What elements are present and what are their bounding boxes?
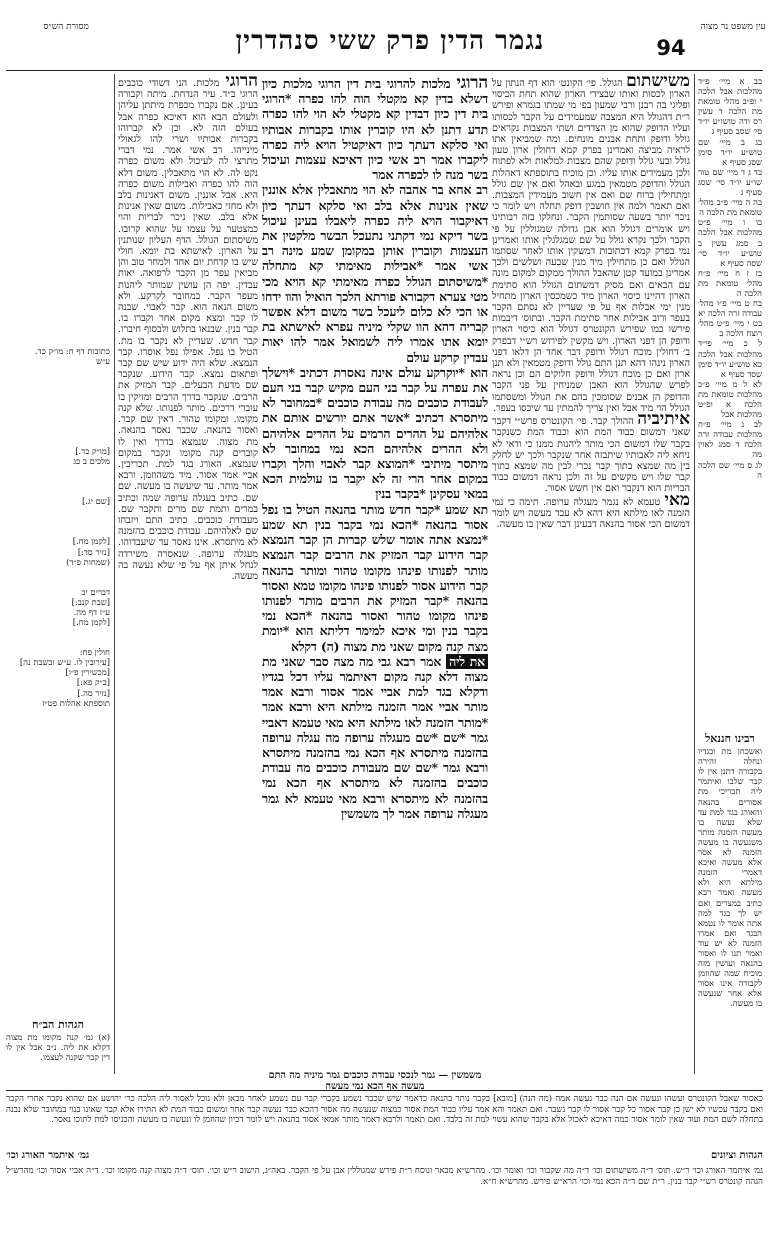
tosafot-opening-word: משישתום	[626, 71, 690, 91]
page-number: 94	[656, 36, 686, 60]
mesoret-entry: מלכים ב כג	[73, 456, 110, 467]
gemara-paragraph: רב אחא בר אהבה לא הוי מתאבלין אלא אוננין שאין אנינות אלא בלב ואי סלקא דעתך כיון דאיקבור הויא ליה כפרה ליאבלו בעינן עיכול בשר דיקא נמי דקתני נתעכל הבשר מלקטין את העצמות וקוברין אותן במקומן שמע מינה רב אשי אמר *אבילות מאימתי קא מתחלה *משיסתום הגולל כפרה מאימתי קא הויא מכי מטי צערא דקבורא פורתא הלכך הואיל והוו ידחו או הכי לא כלום ליעכל בשר משום דלא אפשר קבריה דהא הוו שקלי מיניה עפרא לאישתא בת יומא אתו אמרו ליה לשמואל אמר להו יאות עבדין קרקע עולם	[262, 182, 488, 365]
tosafot-column	[492, 71, 690, 1146]
ein-mishpat-label: עין משפט נר מצוה	[700, 22, 766, 32]
tosafot-paragraph	[492, 489, 690, 531]
page-title: נגמר הדין פרק ששי סנהדרין	[235, 26, 545, 56]
tosafot-text-2: טעמא לא נגמר מעגלה ערופה. תימה כי נמי הזמנה לאו מילתא היא דהא לא עבד מעשה ויש לומר דמשום הכי אסור בהנאה דבעינן דבר שאין בו מעשה.	[492, 496, 690, 530]
bottom-labels-row	[6, 1150, 763, 1162]
mesoret-entry: [מכשירין פ״ו]	[65, 667, 110, 678]
mesoret-entry: [מו״ק כד.]	[75, 446, 110, 457]
mesoret-entry: דברים יב	[81, 586, 110, 597]
ein-mishpat-column	[698, 76, 762, 716]
mesoret-entry: [שם יג.]	[82, 496, 110, 507]
ein-mishpat-entry: בד ג ד מיי׳ שם טור שו״ע יו״ד סי׳ שסג סעיף ג	[698, 166, 762, 198]
ein-mishpat-entry: בח ט מיי׳ פ״ו מהל׳ עבודה זרה הלכה יא	[698, 298, 762, 319]
gemara-paragraph: הוא *יוקרקע עולם אינה נאסרת דכתיב *וישלך את עפרה על קבר בני העם מקיש קבר בני העם לעבודת כוכבים מה עבודת כוכבים *במחובר לא מיתסרא דכתיב *אשר אתם יורשים אותם את אלהיהם על ההרים הרמים על ההרים אלהיהם ולא ההרים אלהיהם הכא נמי במחובר לא מיתסר מיתיבי *המוצא קבר לאבוי והלך וקברו במקום אחר הרי זה לא יקבר בו עולמית הכא במאי עסקינן *בקבר בנין	[262, 364, 488, 502]
mesoret-entry: [נזיר סד:]	[77, 546, 110, 557]
tosafot-paragraph	[492, 409, 690, 495]
mesoret-hashas-header	[6, 22, 126, 33]
footnote-rule	[6, 1090, 763, 1091]
gemara-column	[262, 73, 488, 1066]
mesoret-entry: ע״ז דף מה.	[73, 606, 110, 617]
divider-mesoret	[114, 74, 115, 1074]
ein-mishpat-entry: בט י מיי׳ פ״ט מהל׳ רוצח הלכה ב	[698, 318, 762, 339]
gemara-bottom-line: משמשין — גמר לנכסי עבודת כוכבים גמר מיניה מה התם מעשה אף הכא נמי מעשה	[268, 1070, 482, 1093]
mesoret-entry: [שבת קנב:]	[71, 596, 110, 607]
mesoret-entry: כתובות דף ח: מו״ק כד.	[35, 346, 110, 356]
gemara-text: אמר רבא גבי מה מצה סבר שאני מת מצוה דלא קנה מקום דאיתמר עליו דכל בגדיו ודקלא בגד למת אביי אמר אסור ורבא אמר מותר אביי אמר הזמנה מילתא היא ורבא אמר *מותר הזמנה לאו מילתא היא מאי טעמא דאביי גמר *שם *שם מעגלה ערופה מה עגלה ערופה בהזמנה מיתסרא אף הכא נמי בהזמנה מיתסרא ורבא גמר *שם שם מעבודת כוכבים מה עבודת כוכבים בהזמנה לא מיתסרא אף הכא נמי בהזמנה לא מיתסרא ורבא מאי טעמא לא גמר מעגלה ערופה אמר לך משמשין	[262, 653, 488, 821]
hagahot-label: הגהות וציונים	[710, 1150, 763, 1161]
rabbeinu-chananel-column	[698, 730, 762, 1140]
hagahot-ve-tziyunim-text: גמ׳ איתמר האורג וכו׳ ר״ש. תוס׳ ד״ה משישתום וכו׳ ד״ה מה שקבור וכו׳ ואומר וכו׳. מהרש״א מבאר ונוסח ר״ת פירש שמגוללין אבן על פי הקבר. באה״ג, הישוב ר״ש וכו׳. תוס׳ ד״ה מצוה קנה מקומו וכו׳. ד״ה אביי אסור וכו׳ מהרש״ל הגהה קונטרס רש״י קבר בנין. ר״ת שם ד״ה הכא נמי וכו׳ הרא״ש פירש. מהרש״א ח״א.	[6, 1166, 763, 1187]
ein-mishpat-entry: בה ה מיי׳ פ״ב מהל׳ טומאת מת הלכה ה	[698, 197, 762, 218]
ein-mishpat-entry: בו ו מיי׳ פ״ט מהלכות אבל הלכה ב סמג עשין ב טוש״ע יו״ד סי׳ שסה סעיף א	[698, 217, 762, 268]
mesoret-hashas-label: מסורת הש״ס	[43, 22, 89, 32]
gemara-text: מלכות להרוגי בית דין הרוגי מלכות כיון דשלא בדין קא מקטלי הוה להו כפרה *הרוגי בית דין כיון דבדין קא מקטלי לא הוי להו כפרה תדע דתנן לא היו קוברין אותו בקברות אבותיו ואי סלקא דעתך כיון דאיקטיל הויא ליה כפרה ליקברו אמר רב אשי כיון דאיכא עצמות ועיכול בשר מנה לו לכפרה אמר	[262, 76, 488, 183]
hagahot-habach-text: (א) גמ׳ קנה מקומו מת מצוה דקלא את ליה. נ״ב אבל אין לו דין קבר שקנה לעצמו.	[6, 1032, 110, 1063]
ein-mishpat-entry: בג ב מיי׳ שם טוש״ע יו״ד סימן שסג סעיף א	[698, 136, 762, 167]
hagahot-habach-column	[6, 1016, 110, 1076]
mesoret-entry: [לקמן מח.]	[72, 536, 110, 547]
ein-mishpat-entry: בז ז ח מיי׳ פ״ח מהל׳ טומאת מת הלכה ה	[698, 267, 762, 298]
tosafot-word-2: מאי	[664, 489, 690, 510]
gemara-paragraph	[262, 654, 488, 821]
mesoret-entry: ע״ש	[96, 356, 110, 367]
ein-mishpat-entry: לג ס מיי׳ שם הלכה ה	[698, 459, 762, 480]
gemara-opening-word: הרוגי	[456, 73, 488, 93]
mesoret-column	[6, 76, 110, 776]
gemara-paragraph: תא שמע *קבר חדש מותר בהנאה הטיל בו נפל אסור בהנאה *הכא נמי בקבר בנין תא שמע *נמצא אתה אומר שלש קברות הן קבר הנמצא קבר הידוע קבר המזיק את הרבים קבר הנמצא מותר לפנותו פינהו מקומו טהור ומותר בהנאה קבר הידוע אסור לפנותו פינהו מקומו טמא ואסור בהנאה *קבר המזיק את הרבים מותר לפנותו פינהו מקומו טהור ואסור בהנאה *הכא נמי בקבר בנין ומי איכא למימר דליתא הוא *יומת מצה קנה מקום שאני מת מצוה (ה) דקלא	[262, 501, 488, 654]
ein-mishpat-entry: בב א מיי׳ פ״ד מהלכות אבל הלכה י ופ״ב מהל׳ טומאת מת הלכה ד עשין רס ודה טושו״ע יו״ד סי׳ שסב סעיף ג	[698, 76, 762, 137]
bottom-left-label: גמ׳ איתמר האורג וכו׳	[6, 1150, 90, 1161]
tosafot-section-word: איתיביה	[637, 409, 690, 430]
ein-mishpat-entry: ל כ מיי׳ פי״ד מהלכות אבל הלכה כא טוש״ע יו״ד סימן שסד סעיף א	[698, 338, 762, 379]
mesoret-entry: [לקמן מח.]	[72, 617, 110, 628]
boxed-word: את ליה	[446, 654, 488, 669]
rashi-paragraph	[118, 71, 258, 582]
ein-mishpat-entry: לא ל מ מיי׳ פ״ב מהלכות טומאת מת הלכה א ופ״ט מהלכות אבל	[698, 378, 762, 420]
mesoret-entry: [נזיר סה.]	[77, 687, 110, 698]
rashi-opening-word: הרוגי	[225, 71, 258, 91]
hagahot-habach-title: הגהות הב״ח	[32, 1018, 84, 1031]
tosafot-section-text: ההולך קבר. פי׳ הקונטרס פרש״י דקבר שאני דמשום כבוד המת הוא וכבוד המת כשנקבר בקבר שלו דמשום הכי מותר ליהנות ממנו כי ודאי לא ניחא ליה לאבותיו שיתבזה אחר שנקבר ולכך יש לחלק בין מה שמצא בתוך קבר נכרי לבין מה שמצא בתוך קבר שלו ויש מקשים על זה ולכן נראה דמשום כבוד הבריות הוא דנקבר ואם אין חשש אסור.	[492, 416, 690, 495]
rabbeinu-chananel-title: רבינו חננאל	[705, 732, 755, 745]
mesoret-entry: תוספתא אהלות פט״ז	[42, 697, 110, 708]
divider-ein-mishpat	[694, 74, 695, 1074]
mesoret-entry: (שמחות פ״ד)	[66, 556, 110, 567]
ein-mishpat-header	[700, 22, 766, 33]
rabbeinu-chananel-text: ואשכחן מת ובגדיו ונחלה זהירה בקבורה דתנן אין לו קבר שלבו ואיתמר ליה תכריכי מת אסורים בהנאה והאורג בגד למת עד שלא נעשה בו מעשה הזמנה מותר משנעשה בו מעשה הזמנה לא אסר אלא מעשה ואיכא דאמרי הזמנה מילתא היא ולא מעשה ואמר רבא כתיב במצרים ואם יש לך בגד למה אתה אומר לו נטמא הבגד ואם אמרו הזמנה לא יש עוד ואמר תנו לו ואסור בהנאה ועושין מזה מוכיח שמה שהוזמן לקבורה אינו אסור אלא אחר שנעשה בו מעשה.	[698, 746, 762, 1009]
tosafot-text: הגולל. פי׳ הקונט׳ הוא דף הנתון על הארון לכסות ואותו שבצידי הארון שהוא תחת הכיסוי ופליגי בה רבנן ורבי שמעון בפ׳ מי שמתו בגמרא ופירש ר״ת דהגולל היא המצבה שמעמידים על הקבר לכסותו ועליו הדופק שהוא מן הצדדים ושתי המצבות נקראים גולל ודופק ותחת אבנים מונחים. ומה שמביאין אתו לראיה מביצה ואמרינן בפרק קמא דחולין ארון טעון גולל ובעי גולל ודופק שהם מצבות למלאות ולא לפתוח ולכן מעמידים אותו עליו. וכן מוכיח בתוספתא דאהלות הגולל והדופק מטמאין במגע ובאהל ואם אין שם גולל ומתחילין ברוח שם ואם אין חשוב מעמידין המצבות. ואם תאמר ולמה אין חושבין דופק תחלה ויש לומר כי ניכר יותר בשעה שסותמין הקבר. ונחלקו בזה רבותינו ויש אומרים דגולל הוא אבן גדולה שמגוללין על פי הקבר ולכך נקרא גולל על שם שמגלגלין אותו ואמרינן נמי בפרק קמא דכתובות דמשקין אותו לאחר שסתמו הגולל ואם כן מתחילין מיד מנין שבעה ושלשים ולכך אמרינן במועד קטן שהאבל ההולך ממקום למקום מונה עם הבאים ואם מסיק דמשתום הגולל הוא סתימת הארון דהיינו כיסוי הארון מיד כשמכסין הארון מתחיל מנין ימי אבלות אף על פי שעדיין לא נסתם הקבר בעפר ורוב אבילות אחר סתימת הקבר. ובתוס׳ דיבמות פירשו כמו שפירש הקונטרס דגולל הוא כיסוי הארון ודופק הן דפני הארון. ויש מקשין לפירוש רש״י דבפרק ב׳ דחולין מוכח דגולל ודופק דבר אחד הן דלאו דפני הארון נינהו דהא תנן התם גולל ודופק מטמאין ולא תנן ארון ואם כן מוכח דגולל ודופק חלוקים הם וכן נראה לפרש שהגולל הוא האבן שמניחין על פני הקבר והדופק הן אבנים שסומכין בהם את הגולל ומשסתמו הגולל הוי מיד אבל ואין צריך להמתין עד שיכסו בעפר.	[492, 78, 690, 414]
gemara-paragraph	[262, 73, 488, 183]
mesoret-entry: [ב״ק פא:]	[76, 677, 110, 688]
bottom-tosafot-notes: כאסור שאבל הקונטרס ועשהו ונעשה אם הנה כבר נעשה אמה (מה הנה) [מובא] בקבר נותר בהנאה כדאמר שיש שכבר נשמע בקברי קבר עם נשמע לאחר מכאן ולא נוכל לאסור ליה הלכה כר׳ יהושע אם שהוא נקבר אחרי הקבר ואם בקבר עכשיו לא ישן כן קבר אסור כל קבר אסור לו קבר נשבר. ואם תאמר והא אמר עליו כבוד המת אסור כמצוה שנעשה מה אסור דהכא כבר נעשה קבר אחר ומשום כבוד המת לא התירו אלא קבר שאינו בנוי במחובר שלא נבנה בתחלה לשם המת ועוד שאין לומר אסור כמה דאיכא לאכול אלא בקבר שהוא עשוי למת זה בלבד. ואם תאמר ולרבא דאמר מותר אמאי אסור בהנאה ויש לומר דכיון שהוזמן לו ונעשה בו מעשה והכניסו למת לתוכו נאסר.	[6, 1094, 763, 1126]
rashi-column	[118, 71, 258, 1086]
tosafot-paragraph	[492, 71, 690, 414]
ein-mishpat-entry: לב נ מיי׳ פ״ח מהלכות עבודה זרה הלכה ד סמג לאוין מה	[698, 419, 762, 460]
mesoret-entry: חולין פח:	[79, 647, 110, 658]
mesoret-entry: [עירובין לו. ע״ש ובשבת נה]	[19, 657, 110, 668]
rashi-text: מלכות. הני דשודי כוכבים הרוגי ב״ד. עיר הנדחת. מיתה וקבורה בעינן. אם נקברו מכפרת מיתתן עליהן ולעולם הבא הוא דאיכא כפרה אבל בעולם הזה לא. וכן לא קברוהו בקברות אבותיו ושרי להו לגאולי מינייהו. רב אשי אמר. נמי דברי מתרצי לה לעיכול ולא משום כפרה נקט לה. לא הוי מתאבלין. משום דלא הוה להו כפרה ואבילות משום כפרה היא. אבל אוננין. משום דאנינות בלב ולא מחזי כאבילות. משום שאין אנינות אלא בלב. שאין ניכר לבריות והוי כמצטער על עצמו על שהוא קרובו. משיסתום הגולל. הדף העליון שנותנין על הארון. לאישתא בת יומא. חולי שיש בו קדחת יום אחד ולמחר טוב והן מביאין עפר מן הקבר לרפואה. יאות עבדין. יפה הן עושין שמותר ליהנות מעפר הקבר. במחובר לקרקע. ולא משום הנאה הוא. קבר לאבוי. שבנה לו קבר ומצא מקום אחר וקברו בו. קבר בנין. שבנאו בתלוש ולבסוף חיברו. קבר חדש. שעדיין לא נקבר בו מת. הטיל בו נפל. אפילו נפל אוסרו. קבר הנמצא. שלא היה ידוע שיש שם קבר ופתאום נמצא. קבר הידוע. שנקבר שם מדעת הבעלים. קבר המזיק את הרבים. שנקבר בדרך הרבים ומזיקין בו עוברי דרכים. מותר לפנותו. שלא קנה מקומו. ומקומו טהור. דאין שם קבר. ואסור בהנאה. שכבר נאסר בהנאה. מת מצוה. שנמצא בדרך ואין לו קוברים קנה מקומו ונקבר במקום שנמצא. האורג בגד למת. תכריכין. אביי אמר אסור. מיד משהוזמן. ורבא אמר מותר. עד שיעשה בו מעשה. שם שם. כתיב בעגלה ערופה שמה וכתיב במרים ותמת שם מרים ותקבר שם. מעבודת כוכבים. כתיב התם ויזבחו שם לאלהיהם. עבודת כוכבים בהזמנה לא מיתסרא. אינו נאסר עד שיעבדוהו. מעגלה ערופה. שנאסרה משירדה לנחל איתן אף על פי שלא נעשה בה מעשה.	[118, 78, 258, 582]
